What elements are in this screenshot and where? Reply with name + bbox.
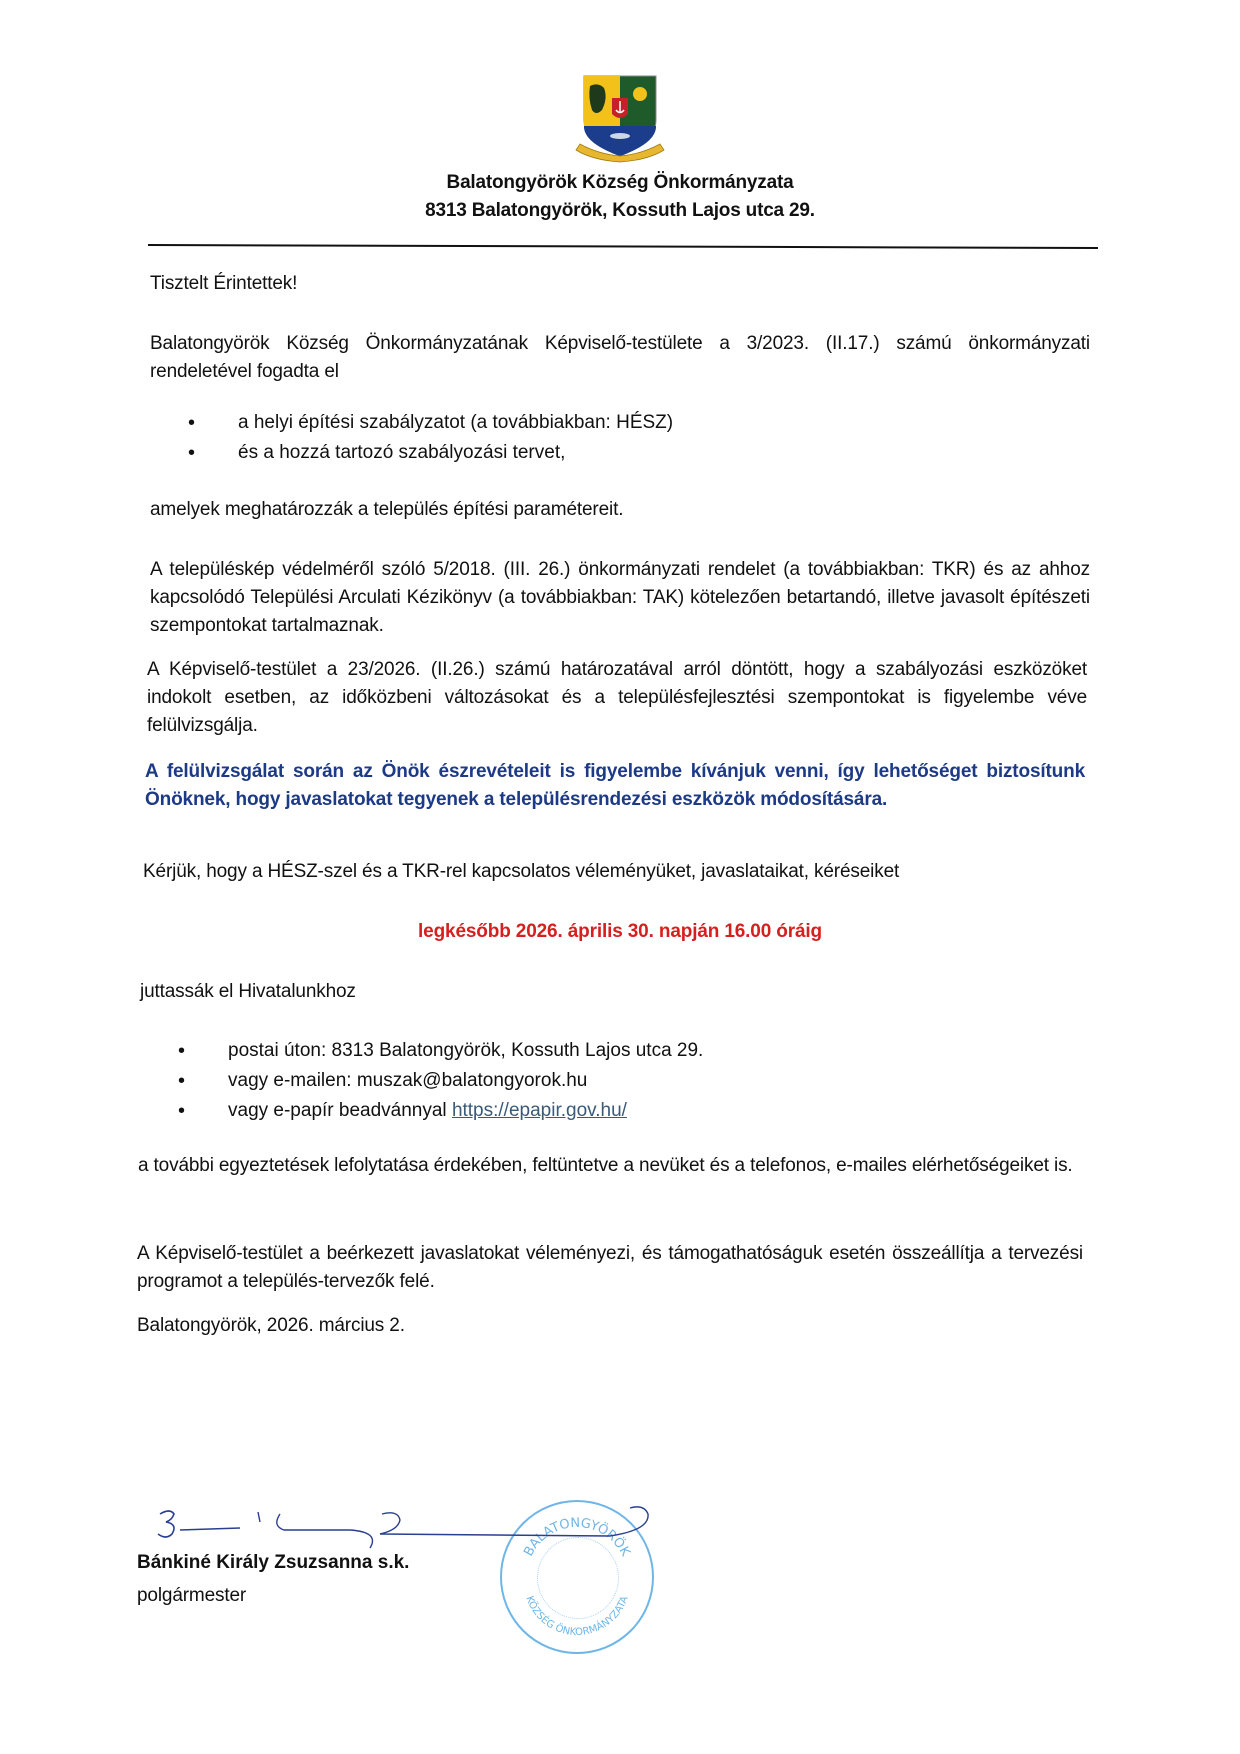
paragraph-6: Kérjük, hogy a HÉSZ-szel és a TKR-rel kapcsolatos véleményüket, javaslataikat, kéréseiket — [143, 861, 900, 882]
list-item-epapir — [178, 1096, 978, 1126]
adopted-documents-list — [188, 408, 988, 468]
paragraph-2: amelyek meghatározzák a település építési paramétereit. — [150, 499, 624, 520]
epapir-label: vagy e-papír beadvánnyal — [228, 1100, 452, 1121]
paragraph-8: a további egyeztetések lefolytatása érdekében, feltüntetve a nevüket és a telefonos, e-mailes elérhetőségeiket is. — [138, 1155, 1073, 1176]
signatory-name: Bánkiné Király Zsuzsanna s.k. — [137, 1552, 410, 1573]
org-name: Balatongyörök Község Önkormányzata — [446, 172, 794, 193]
stamp-top-text: BALATONGYÖRÖK — [521, 1515, 633, 1559]
paragraph-1: Balatongyörök Község Önkormányzatának Képviselő-testülete a 3/2023. (II.17.) számú önkormányzati rendeletével fogadta el — [150, 333, 1090, 382]
paragraph-3: A településkép védelméről szóló 5/2018. (III. 26.) önkormányzati rendelet (a továbbiakban: TKR) és az ahhoz kapcsolódó Települési Arculati Kézikönyv (a továbbiakban: TAK) kötelezően betartandó, illetve javasolt építészeti szempontokat tartalmaznak. — [150, 559, 1090, 636]
salutation: Tisztelt Érintettek! — [150, 273, 298, 294]
org-address: 8313 Balatongyörök, Kossuth Lajos utca 29. — [425, 200, 815, 221]
paragraph-4: A Képviselő-testület a 23/2026. (II.26.) számú határozatával arról döntött, hogy a szabályozási eszközöket indokolt esetben, az időközbeni változásokat és a településfejlesztési szempontokat is figyelembe véve felülvizsgálja. — [147, 659, 1087, 736]
header-divider — [148, 244, 1098, 249]
submission-methods-list — [178, 1036, 978, 1126]
coat-of-arms-icon — [572, 68, 668, 168]
stamp-bottom-text: KÖZSÉG ÖNKORMÁNYZATA — [523, 1594, 631, 1639]
paragraph-9: A Képviselő-testület a beérkezett javaslatokat véleményezi, és támogathatóságuk esetén összeállítja a tervezési programot a település-tervezők felé. — [137, 1243, 1083, 1292]
list-item-email: • vagy e-mailen: muszak@balatongyorok.hu — [178, 1066, 978, 1096]
list-item: • és a hozzá tartozó szabályozási tervet, — [188, 438, 988, 468]
handwritten-signature — [150, 1500, 670, 1550]
place-date: Balatongyörök, 2026. március 2. — [137, 1315, 405, 1336]
list-item: • a helyi építési szabályzatot (a továbbiakban: HÉSZ) — [188, 408, 988, 438]
signatory-title: polgármester — [137, 1585, 247, 1606]
paragraph-7: juttassák el Hivatalunkhoz — [140, 981, 356, 1002]
highlighted-paragraph: A felülvizsgálat során az Önök észrevételeit is figyelembe kívánjuk venni, így lehetőséget biztosítunk Önöknek, hogy javaslatokat tegyenek a településrendezési eszközök módosítására. — [145, 761, 1085, 810]
svg-text:KÖZSÉG ÖNKORMÁNYZATA — [523, 1595, 630, 1639]
list-item-postal: • postai úton: 8313 Balatongyörök, Kossuth Lajos utca 29. — [178, 1036, 978, 1066]
deadline: legkésőbb 2026. április 30. napján 16.00 óráig — [418, 921, 822, 942]
epapir-link[interactable]: https://epapir.gov.hu/ — [451, 1100, 627, 1121]
